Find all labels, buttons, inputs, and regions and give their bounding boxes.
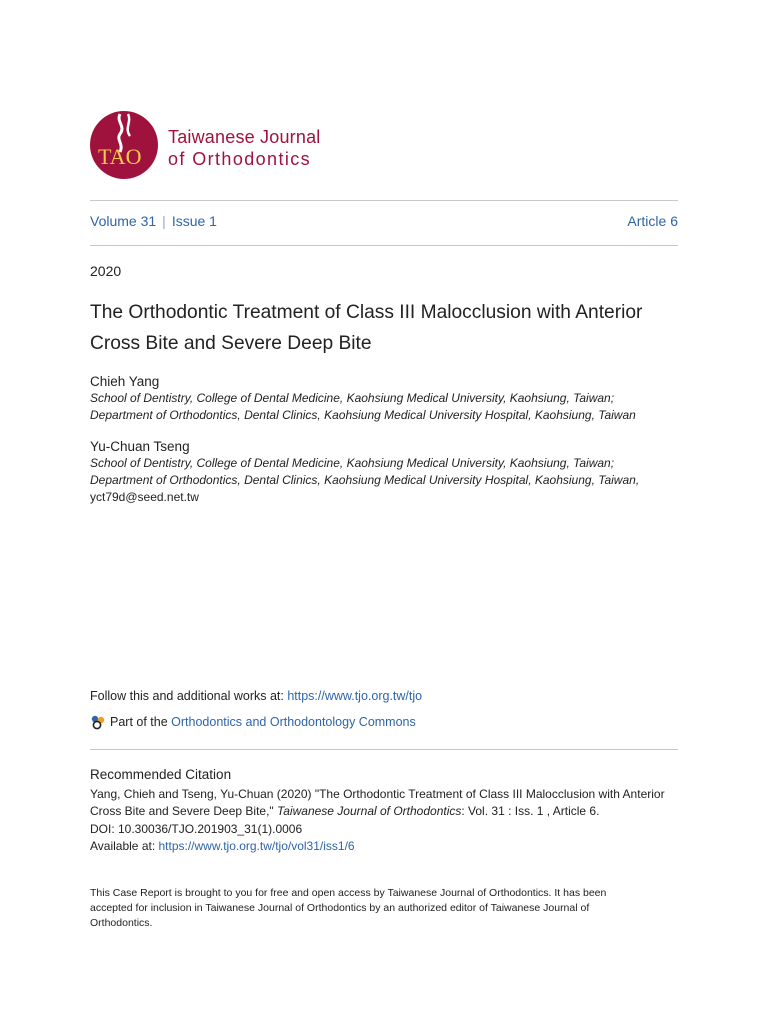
follow-line [90,689,422,703]
journal-name-line2: of Orthodontics [168,149,312,169]
commons-link[interactable]: Orthodontics and Orthodontology Commons [171,715,416,729]
volume-link[interactable]: Volume 31 [90,213,157,229]
issue-link[interactable]: Issue 1 [171,213,217,229]
journal-logo[interactable] [90,108,390,182]
available-link[interactable]: https://www.tjo.org.tw/tjo/vol31/iss1/6 [158,839,355,854]
author-affiliation-1 [90,390,680,424]
citation-volume: : Vol. 31 : Iss. 1 , Article 6. [461,804,600,819]
follow-link[interactable]: https://www.tjo.org.tw/tjo [287,689,423,703]
recommended-citation-heading: Recommended Citation [90,767,232,782]
article-link[interactable]: Article 6 [627,213,678,229]
affiliation-line: School of Dentistry, College of Dental Medicine, Kaohsiung Medical University, Kaohsiung, Taiwan; [90,456,615,470]
follow-label: Follow this and additional works at: [90,689,288,703]
author-affiliation-2 [90,455,680,506]
part-of-label: Part of the [110,715,168,729]
article-title: The Orthodontic Treatment of Class III Malocclusion with Anterior Cross Bite and Severe Deep Bite [90,302,643,354]
author-name-1: Chieh Yang [90,374,160,389]
access-statement: This Case Report is brought to you for free and open access by Taiwanese Journal of Orthodontics. It has been accepted for inclusion in Taiwanese Journal of Orthodontics by an authorized editor of Taiwanese Journal of Orthodontics. [90,887,607,929]
author-email[interactable]: yct79d@seed.net.tw [90,490,199,504]
divider-top [90,200,678,201]
journal-name-line1: Taiwanese Journal [168,127,321,147]
part-of-line [90,714,416,730]
affiliation-line: Department of Orthodontics, Dental Clinics, Kaohsiung Medical University Hospital, Kaohsiung, Taiwan, [90,473,640,487]
tao-logo-icon [90,108,160,182]
divider-issue [90,245,678,246]
citation-available [90,838,680,855]
issue-bar [90,213,678,229]
citation-doi: DOI: 10.30036/TJO.201903_31(1).0006 [90,821,303,836]
affiliation-line: School of Dentistry, College of Dental Medicine, Kaohsiung Medical University, Kaohsiung, Taiwan; [90,391,615,405]
author-name-2: Yu-Chuan Tseng [90,439,190,454]
citation-text: Yang, Chieh and Tseng, Yu-Chuan (2020) "The Orthodontic Treatment of Class III Malocclusion with Anterior Cross Bite and Severe Deep Bite," [90,787,665,819]
commons-network-icon [90,714,106,730]
divider-citation [90,749,678,750]
logo-letters: TAO [98,144,142,169]
affiliation-line: Department of Orthodontics, Dental Clinics, Kaohsiung Medical University Hospital, Kaohsiung, Taiwan [90,408,636,422]
journal-name [168,126,321,170]
issue-separator: | [162,213,166,229]
recommended-citation-text [90,786,680,856]
publication-year: 2020 [90,263,122,279]
citation-journal: Taiwanese Journal of Orthodontics [277,804,462,819]
available-label: Available at: [90,839,159,854]
